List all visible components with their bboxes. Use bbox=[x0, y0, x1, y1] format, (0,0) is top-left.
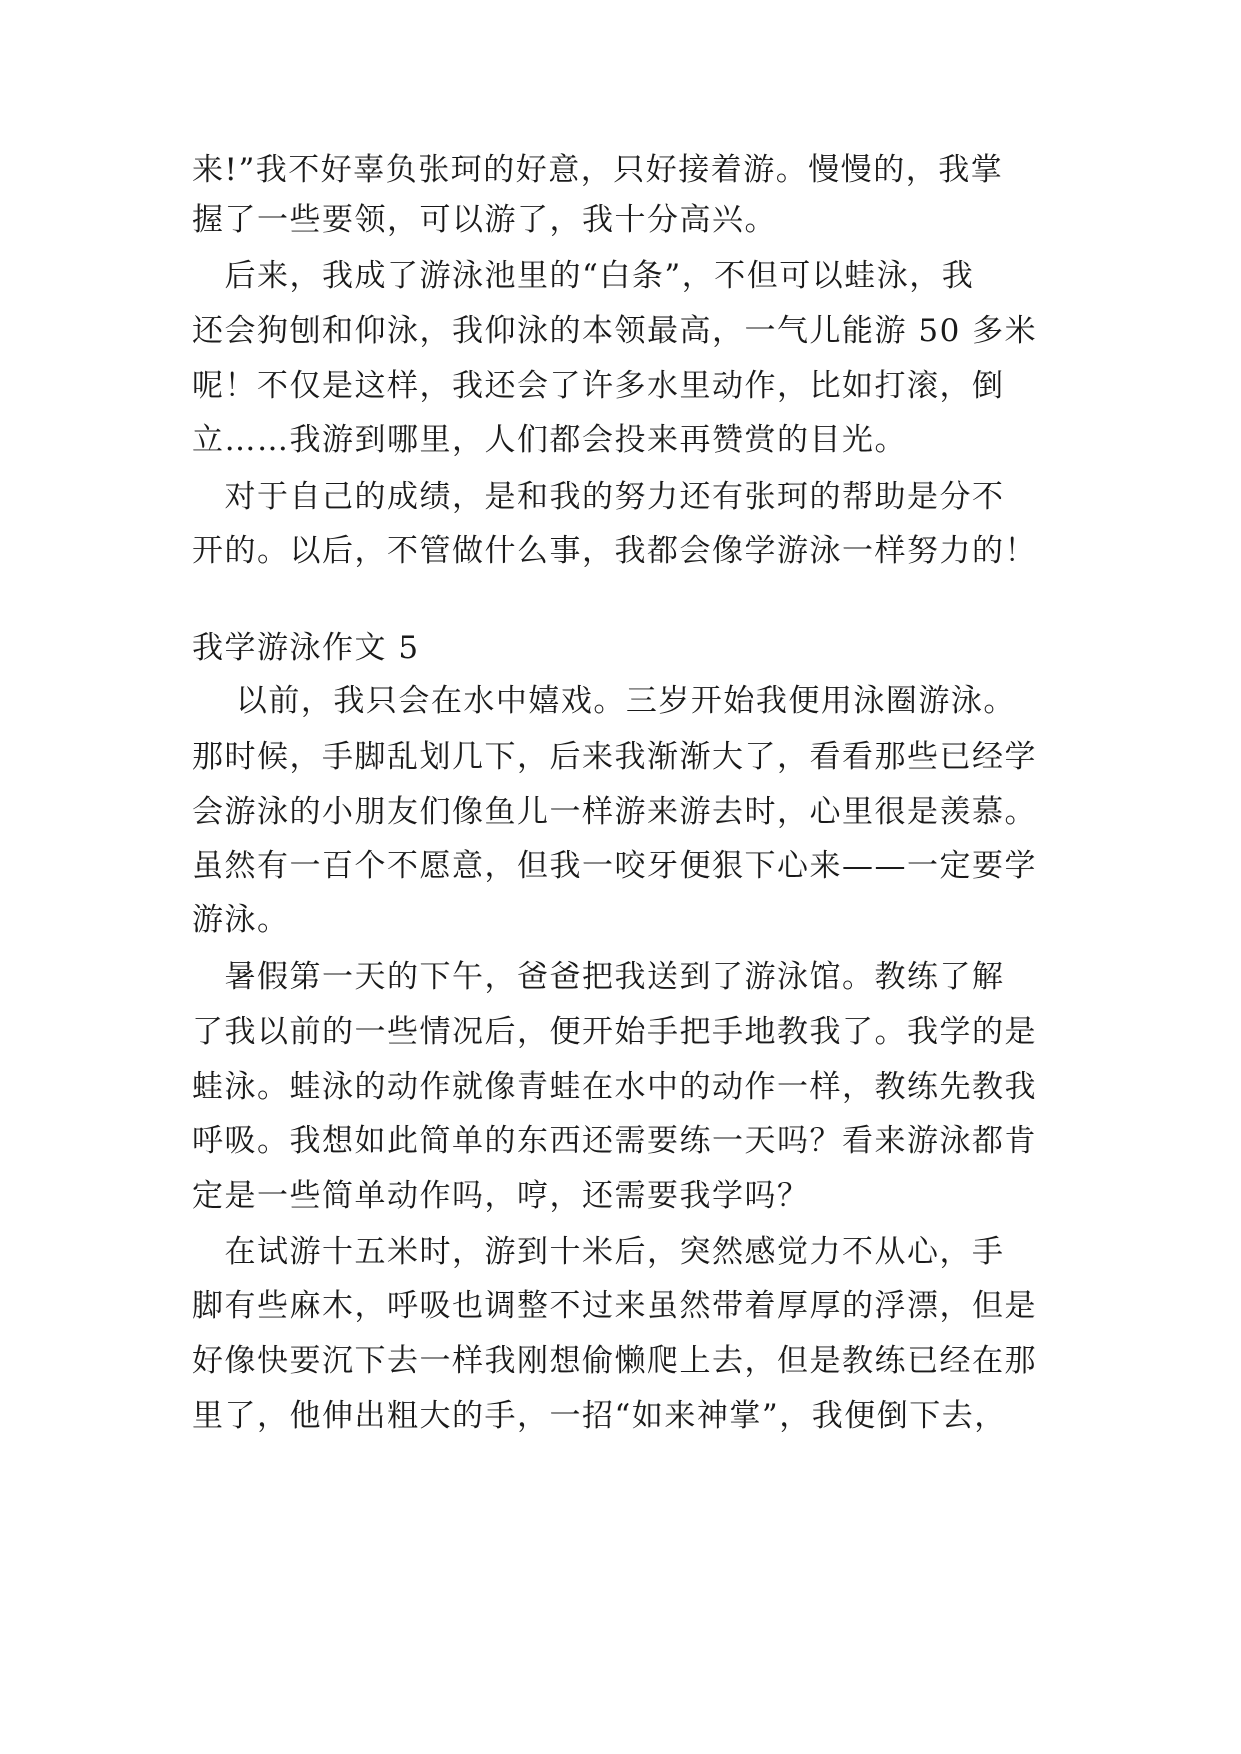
paragraph-line: 握了一些要领，可以游了，我十分高兴。 bbox=[192, 202, 777, 238]
paragraph-line: 呢！不仅是这样，我还会了许多水里动作，比如打滚，倒 bbox=[192, 368, 1005, 404]
paragraph-line: 脚有些麻木，呼吸也调整不过来虽然带着厚厚的浮漂，但是 bbox=[192, 1288, 1037, 1324]
paragraph-line: 以前，我只会在水中嬉戏。三岁开始我便用泳圈游泳。 bbox=[192, 683, 1016, 719]
paragraph-line: 里了，他伸出粗大的手，一招“如来神掌”，我便倒下去， bbox=[192, 1398, 1007, 1434]
paragraph-line: 定是一些简单动作吗，哼，还需要我学吗？ bbox=[192, 1178, 810, 1214]
section-heading: 我学游泳作文 5 bbox=[192, 630, 420, 666]
paragraph-line: 立……我游到哪里，人们都会投来再赞赏的目光。 bbox=[192, 422, 907, 458]
paragraph-line: 那时候，手脚乱划几下，后来我渐渐大了，看看那些已经学 bbox=[192, 739, 1037, 775]
paragraph-line: 开的。以后，不管做什么事，我都会像学游泳一样努力的！ bbox=[192, 533, 1037, 569]
paragraph-line: 后来，我成了游泳池里的“白条”，不但可以蛙泳，我 bbox=[192, 258, 975, 294]
paragraph-line: 好像快要沉下去一样我刚想偷懒爬上去，但是教练已经在那 bbox=[192, 1343, 1037, 1379]
paragraph-line: 蛙泳。蛙泳的动作就像青蛙在水中的动作一样，教练先教我 bbox=[192, 1069, 1037, 1105]
paragraph-line: 了我以前的一些情况后，便开始手把手地教我了。我学的是 bbox=[192, 1014, 1037, 1050]
paragraph-line: 暑假第一天的下午，爸爸把我送到了游泳馆。教练了解 bbox=[192, 959, 1005, 995]
paragraph-line: 游泳。 bbox=[192, 902, 290, 938]
paragraph-line: 还会狗刨和仰泳，我仰泳的本领最高，一气儿能游 50 多米 bbox=[192, 313, 1038, 349]
paragraph-line: 在试游十五米时，游到十米后，突然感觉力不从心，手 bbox=[192, 1234, 1005, 1270]
paragraph-line: 会游泳的小朋友们像鱼儿一样游来游去时，心里很是羡慕。 bbox=[192, 794, 1037, 830]
paragraph-line: 对于自己的成绩，是和我的努力还有张珂的帮助是分不 bbox=[192, 479, 1005, 515]
paragraph-line: 来!”我不好辜负张珂的好意，只好接着游。慢慢的，我掌 bbox=[192, 152, 1004, 188]
paragraph-line: 呼吸。我想如此简单的东西还需要练一天吗？看来游泳都肯 bbox=[192, 1123, 1037, 1159]
paragraph-line: 虽然有一百个不愿意，但我一咬牙便狠下心来——一定要学 bbox=[192, 848, 1037, 884]
